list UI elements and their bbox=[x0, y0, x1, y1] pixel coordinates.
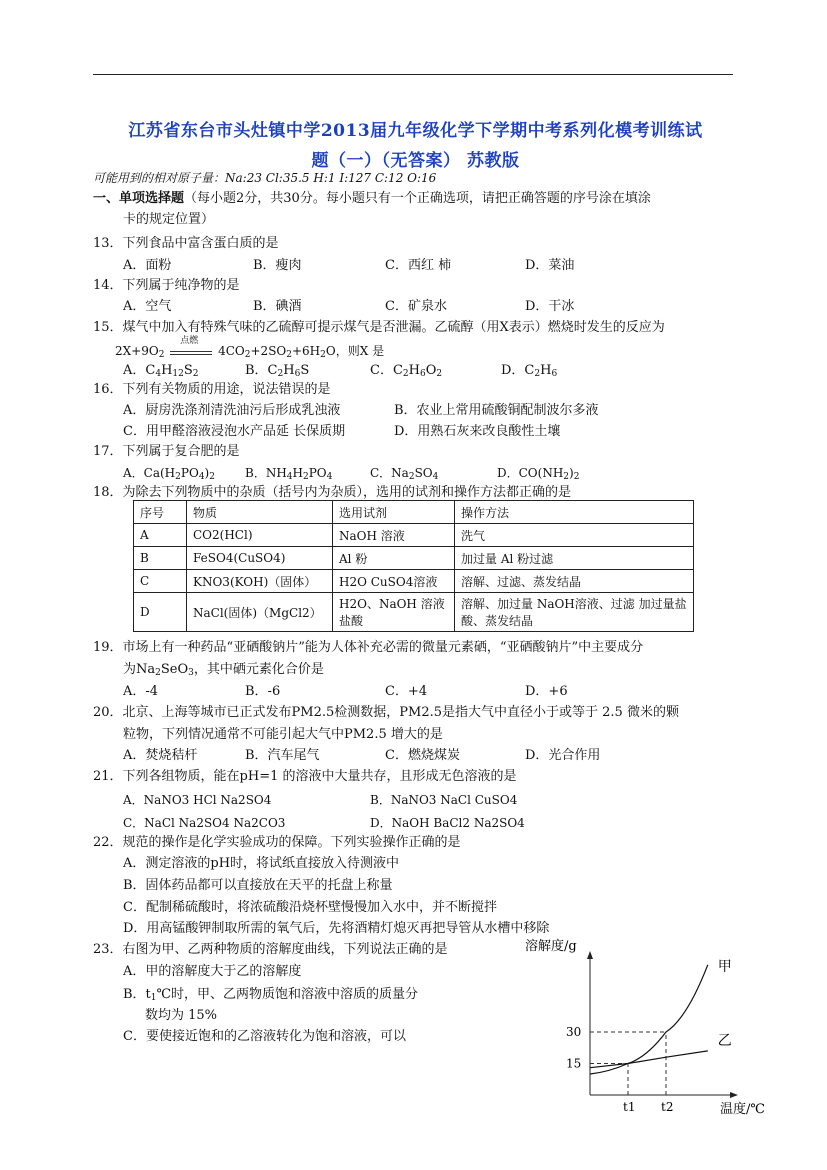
q20-option-c[interactable]: C．燃烧煤炭 bbox=[385, 748, 460, 763]
table-header-row bbox=[134, 501, 694, 524]
q23-option-a[interactable]: A．甲的溶解度大于乙的溶解度 bbox=[123, 964, 302, 979]
page-title: 江苏省东台市头灶镇中学2013届九年级化学下学期中考系列化模考训练试 bbox=[128, 121, 703, 141]
q22-option-b[interactable]: B．固体药品都可以直接放在天平的托盘上称量 bbox=[123, 878, 393, 893]
q19-option-c[interactable]: C．+4 bbox=[385, 684, 428, 699]
q13-stem: 13．下列食品中富含蛋白质的是 bbox=[93, 236, 279, 251]
q18-table bbox=[133, 500, 694, 632]
table-cell: 洗气 bbox=[455, 524, 694, 547]
q22-option-a[interactable]: A．测定溶液的pH时，将试纸直接放入待测液中 bbox=[123, 856, 400, 871]
table-header: 序号 bbox=[134, 501, 187, 524]
q16-stem: 16．下列有关物质的用途，说法错误的是 bbox=[93, 382, 331, 397]
table-cell: 溶解、过滤、蒸发结晶 bbox=[455, 570, 694, 593]
atomic-masses: 可能用到的相对原子量：Na:23 Cl:35.5 H:1 I:127 C:12 O:16 bbox=[93, 171, 437, 185]
series-label-jia: 甲 bbox=[717, 958, 732, 975]
table-cell: FeSO4(CuSO4) bbox=[187, 547, 333, 570]
chart-ylabel: 溶解度/g bbox=[525, 939, 577, 954]
q17-option-d[interactable]: D．$CO(NH_2)_2$ bbox=[497, 466, 580, 482]
q21-option-c[interactable]: C．NaCl Na2SO4 Na2CO3 bbox=[123, 816, 286, 830]
table-header: 操作方法 bbox=[455, 501, 694, 524]
q20-stem-line2: 粒物，下列情况通常不可能引起大气中PM2.5 增大的是 bbox=[123, 727, 443, 742]
q19-option-a[interactable]: A．-4 bbox=[123, 684, 159, 699]
q18-stem: 18．为除去下列物质中的杂质（括号内为杂质），选用的试剂和操作方法都正确的是 bbox=[93, 485, 572, 500]
q14-option-c[interactable]: C．矿泉水 bbox=[385, 299, 447, 314]
solubility-chart bbox=[520, 935, 790, 1120]
q20-option-d[interactable]: D．光合作用 bbox=[525, 748, 601, 763]
q21-option-a[interactable]: A．NaNO3 HCl Na2SO4 bbox=[123, 793, 272, 807]
table-cell: NaOH 溶液 bbox=[333, 524, 455, 547]
x-axis-arrow bbox=[730, 1092, 738, 1098]
q15-option-a[interactable]: A．$C_4H_{12}S_2$ bbox=[123, 363, 199, 379]
table-cell: CO2(HCl) bbox=[187, 524, 333, 547]
q21-stem: 21．下列各组物质，能在pH=1 的溶液中大量共存，且形成无色溶液的是 bbox=[93, 769, 517, 784]
q13-option-d[interactable]: D．菜油 bbox=[525, 258, 575, 273]
y-tick-15: 15 bbox=[566, 1056, 582, 1071]
table-row bbox=[134, 570, 694, 593]
table-cell: Al 粉 bbox=[333, 547, 455, 570]
table-cell: A bbox=[134, 524, 187, 547]
table-row bbox=[134, 547, 694, 570]
q19-option-b[interactable]: B．-6 bbox=[245, 684, 281, 699]
section-intro: 卡的规定位置） bbox=[123, 212, 215, 227]
q23-option-c[interactable]: C．要使接近饱和的乙溶液转化为饱和溶液，可以 bbox=[123, 1029, 406, 1044]
q23-option-b[interactable]: B．$t_1℃$时，甲、乙两物质饱和溶液中溶质的质量分 bbox=[123, 987, 419, 1003]
table-cell: C bbox=[134, 570, 187, 593]
q14-option-d[interactable]: D．干冰 bbox=[525, 299, 575, 314]
q23-option-b-cont: 数均为 15% bbox=[145, 1008, 218, 1023]
table-row bbox=[134, 593, 694, 632]
q19-stem-line2: 为$Na_2SeO_3$，其中硒元素化合价是 bbox=[123, 662, 324, 678]
table-cell: 溶解、加过量 NaOH溶液、过滤 加过量盐酸、蒸发结晶 bbox=[455, 593, 694, 632]
q15-stem: 15．煤气中加入有特殊气味的乙硫醇可提示煤气是否泄漏。乙硫醇（用X表示）燃烧时发生的反应为 bbox=[93, 320, 665, 335]
q15-equation: $2X+9O_2$ 点燃 $4CO_2+2SO_2+6H_2O$，则X 是 bbox=[115, 336, 385, 360]
q17-stem: 17．下列属于复合肥的是 bbox=[93, 444, 240, 459]
q16-option-a[interactable]: A．厨房洗涤剂清洗油污后形成乳浊液 bbox=[123, 403, 341, 418]
x-tick-t1: t1 bbox=[623, 1100, 636, 1114]
series-line-yi bbox=[590, 1051, 708, 1068]
q17-option-c[interactable]: C．$Na_2SO_4$ bbox=[370, 466, 439, 482]
q21-option-d[interactable]: D．NaOH BaCl2 Na2SO4 bbox=[370, 816, 525, 830]
q16-option-d[interactable]: D．用熟石灰来改良酸性土壤 bbox=[394, 424, 561, 439]
q20-stem: 20．北京、上海等城市已正式发布PM2.5检测数据，PM2.5是指大气中直径小于或等于 2.5 微米的颗 bbox=[93, 705, 679, 720]
series-label-yi: 乙 bbox=[717, 1032, 732, 1049]
table-cell: NaCl(固体)（MgCl2） bbox=[187, 593, 333, 632]
q22-option-d[interactable]: D．用高锰酸钾制取所需的氧气后，先将酒精灯熄灭再把导管从水槽中移除 bbox=[123, 921, 550, 936]
table-cell: 加过量 Al 粉过滤 bbox=[455, 547, 694, 570]
table-row bbox=[134, 524, 694, 547]
q14-stem: 14．下列属于纯净物的是 bbox=[93, 278, 240, 293]
y-tick-30: 30 bbox=[566, 1025, 582, 1039]
q22-stem: 22．规范的操作是化学实验成功的保障。下列实验操作正确的是 bbox=[93, 835, 461, 850]
table-header: 选用试剂 bbox=[333, 501, 455, 524]
q15-option-c[interactable]: C．$C_2H_6O_2$ bbox=[370, 363, 443, 379]
q13-option-a[interactable]: A．面粉 bbox=[123, 258, 172, 273]
table-cell: KNO3(KOH)（固体） bbox=[187, 570, 333, 593]
q23-stem: 23．右图为甲、乙两种物质的溶解度曲线，下列说法正确的是 bbox=[93, 942, 448, 957]
q17-option-b[interactable]: B．$NH_4H_2PO_4$ bbox=[245, 466, 333, 482]
table-cell: B bbox=[134, 547, 187, 570]
q21-option-b[interactable]: B．NaNO3 NaCl CuSO4 bbox=[370, 793, 518, 807]
series-line-jia bbox=[590, 965, 708, 1074]
page-subtitle: 题（一）（无答案） 苏教版 bbox=[311, 151, 520, 171]
x-tick-t2: t2 bbox=[661, 1100, 674, 1114]
table-cell: H2O CuSO4溶液 bbox=[333, 570, 455, 593]
q13-option-b[interactable]: B．瘦肉 bbox=[253, 258, 302, 273]
q16-option-b[interactable]: B．农业上常用硫酸铜配制波尔多液 bbox=[394, 403, 599, 418]
q15-option-d[interactable]: D．$C_2H_6$ bbox=[501, 363, 558, 379]
y-axis-arrow bbox=[587, 951, 593, 959]
table-cell: H2O、NaOH 溶液 盐酸 bbox=[333, 593, 455, 632]
q14-option-b[interactable]: B．碘酒 bbox=[253, 299, 302, 314]
table-header: 物质 bbox=[187, 501, 333, 524]
q13-option-c[interactable]: C．西红 柿 bbox=[385, 258, 452, 273]
chart-xlabel: 温度/℃ bbox=[720, 1102, 765, 1117]
table-cell: D bbox=[134, 593, 187, 632]
q16-option-c[interactable]: C．用甲醛溶液浸泡水产品延 长保质期 bbox=[123, 424, 346, 439]
q14-option-a[interactable]: A．空气 bbox=[123, 299, 172, 314]
header-rule bbox=[93, 74, 733, 75]
q19-option-d[interactable]: D．+6 bbox=[525, 684, 568, 699]
q19-stem: 19．市场上有一种药品“亚硒酸钠片”能为人体补充必需的微量元素硒，“亚硒酸钠片”中主要成分 bbox=[93, 640, 644, 655]
section-heading: 一、单项选择题（每小题2分，共30分。每小题只有一个正确选项，请把正确答题的序号涂在填涂 bbox=[93, 191, 651, 206]
q17-option-a[interactable]: A．$Ca(H_2PO_4)_2$ bbox=[123, 466, 215, 482]
q22-option-c[interactable]: C．配制稀硫酸时，将浓硫酸沿烧杯壁慢慢加入水中，并不断搅拌 bbox=[123, 900, 497, 915]
q20-option-b[interactable]: B．汽车尾气 bbox=[245, 748, 320, 763]
q20-option-a[interactable]: A．焚烧秸杆 bbox=[123, 748, 198, 763]
q15-option-b[interactable]: B．$C_2H_6S$ bbox=[245, 363, 310, 379]
